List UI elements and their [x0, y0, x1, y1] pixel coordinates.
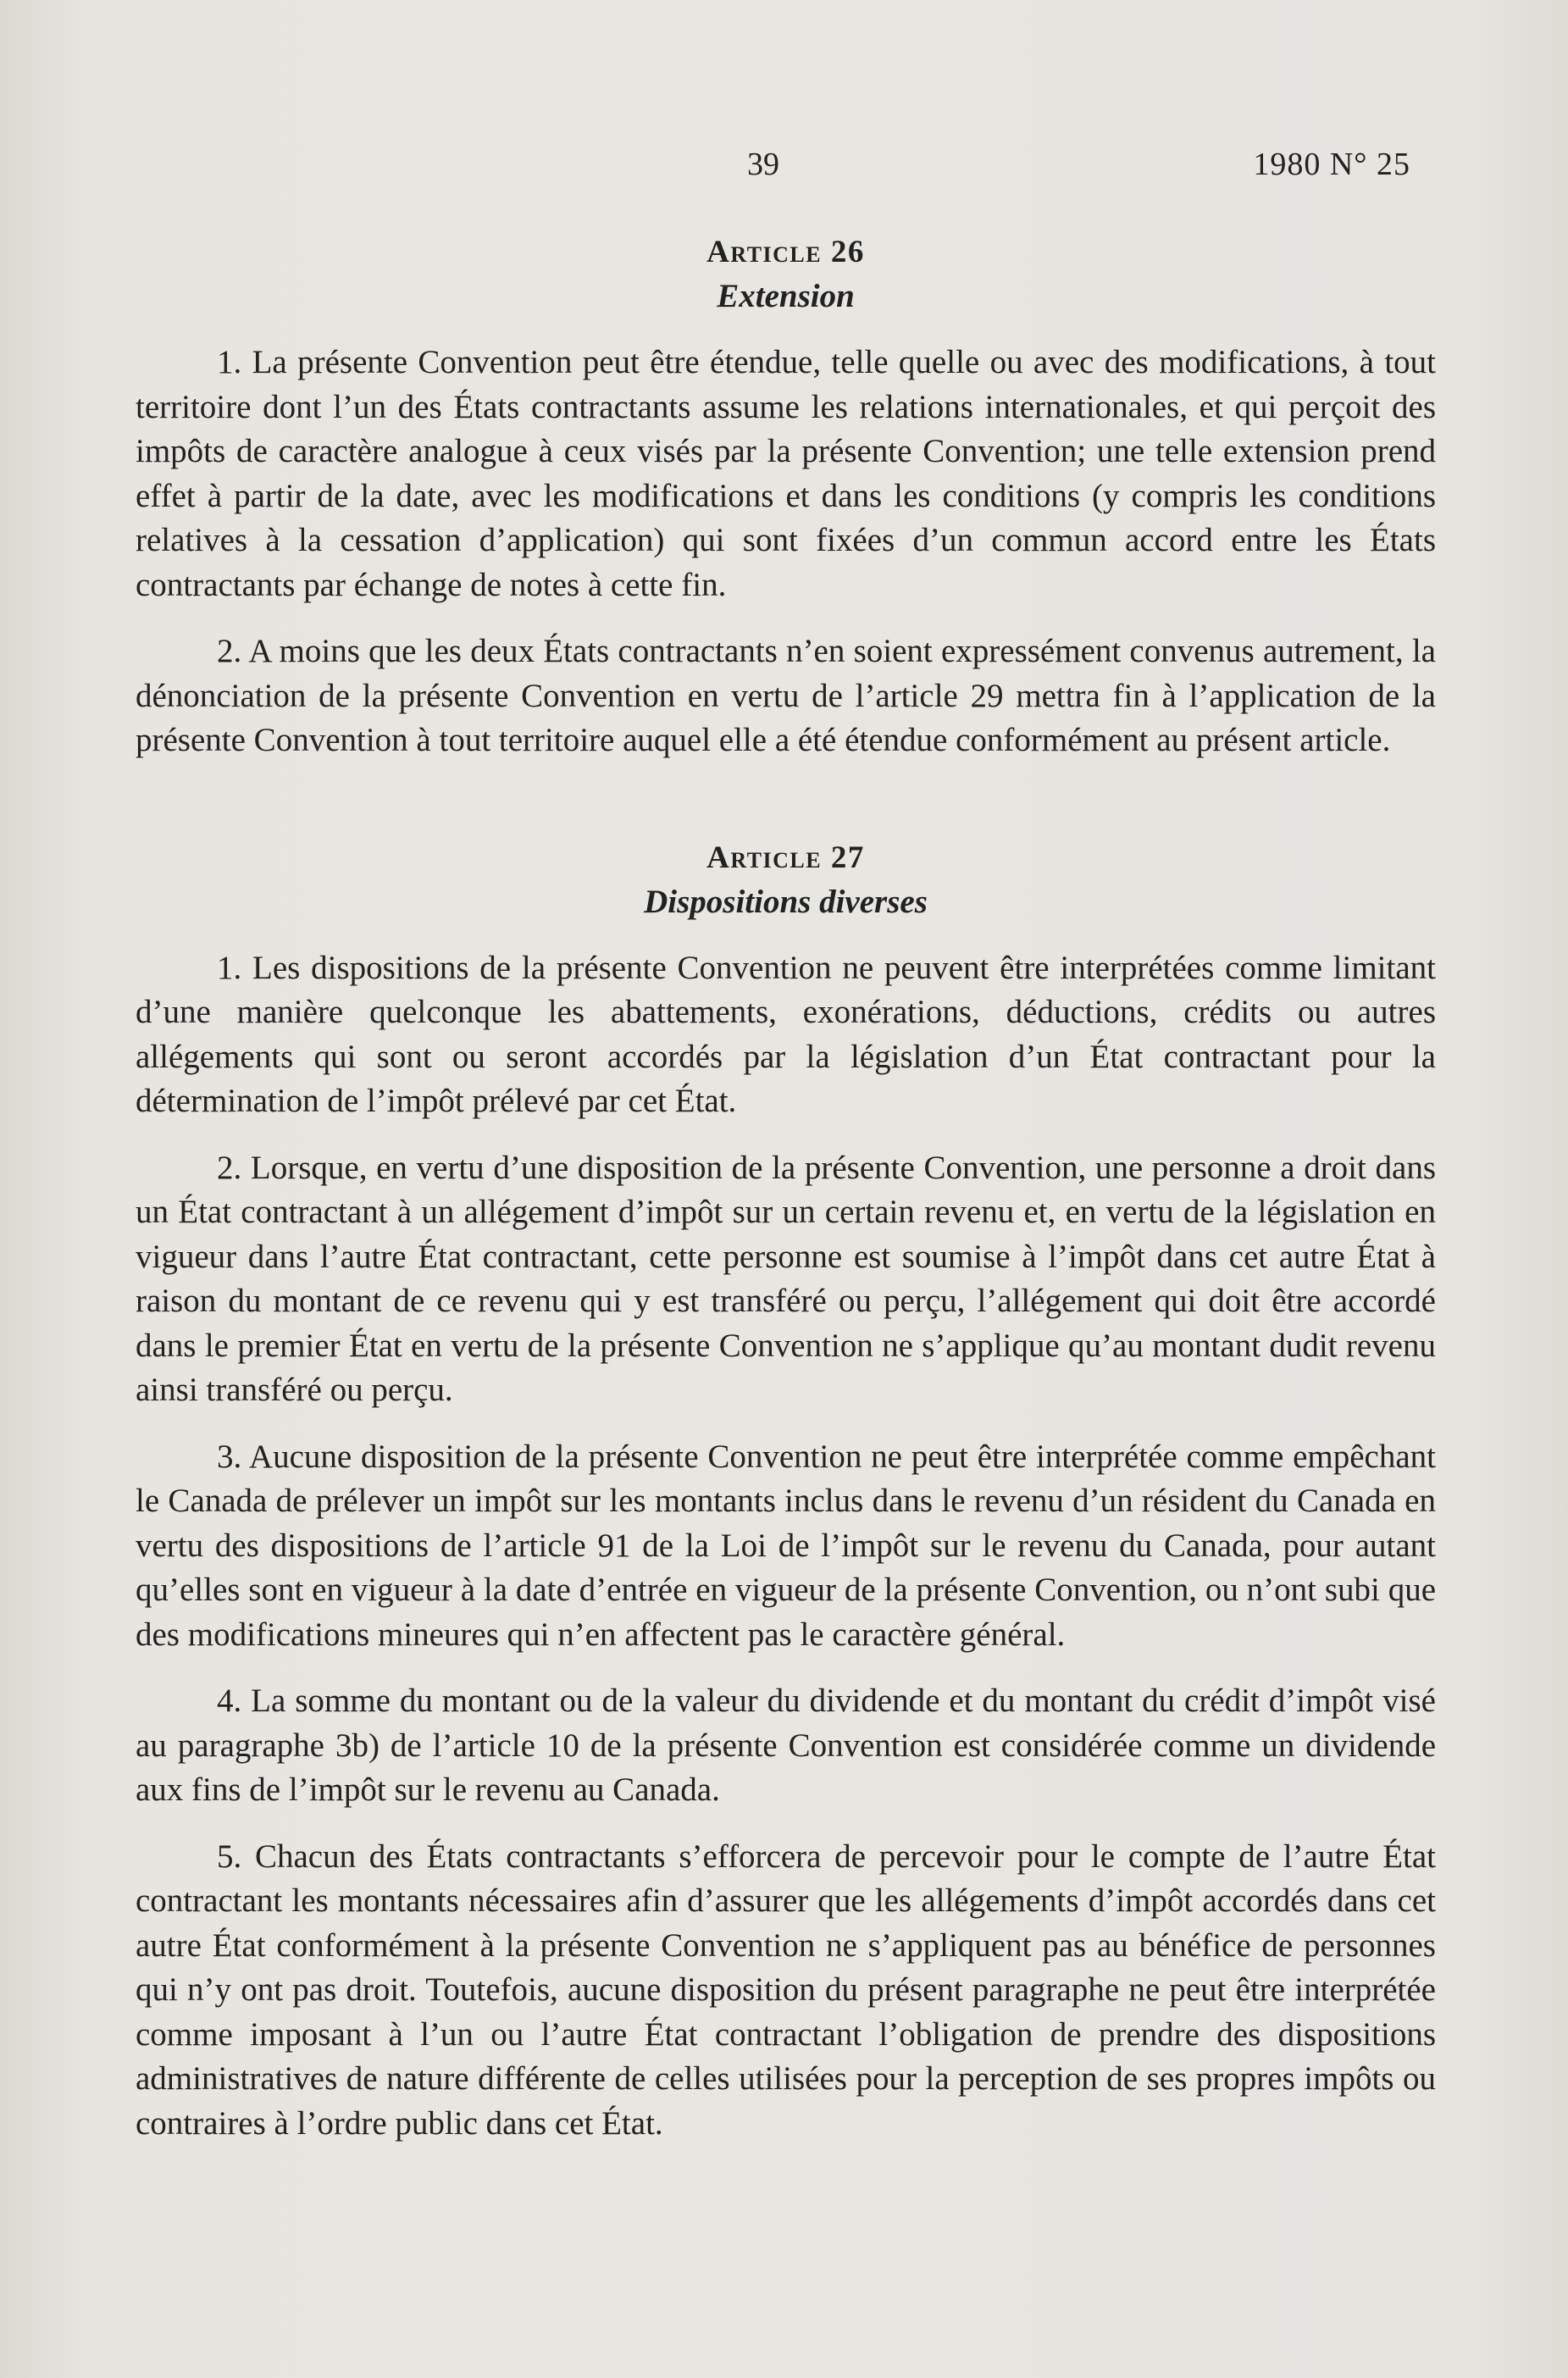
article-heading: Article 26	[706, 235, 865, 269]
paragraph: 4. La somme du montant ou de la valeur du dividende et du montant du crédit d’impôt visé au paragraphe 3b) de l’article 10 de la présente Convention est considérée comme un dividende aux fins de l’impôt sur le revenu au Canada.	[136, 1682, 1436, 1808]
paragraph: 1. Les dispositions de la présente Convention ne peuvent être interprétées comme limitant d’une manière quelconque les abattements, exonérations, déductions, crédits ou autres allégements qui sont ou seront accordés par la législation d’un État contractant pour la détermination de l’impôt prélevé par cet État.	[136, 949, 1436, 1119]
page-number: 39	[747, 147, 779, 182]
paragraph: 3. Aucune disposition de la présente Convention ne peut être interprétée comme empêchant le Canada de prélever un impôt sur les montants inclus dans le revenu d’un résident du Canada en vertu des dispositions de l’article 91 de la Loi de l’impôt sur le revenu du Canada, pour autant qu’elles sont en vigueur à la date d’entrée en vigueur de la présente Convention, ou n’ont subi que des modifications mineures qui n’en affectent pas le caractère général.	[136, 1438, 1436, 1653]
page-content	[136, 230, 1436, 2168]
article-26	[136, 230, 1436, 763]
paragraph: 2. Lorsque, en vertu d’une disposition de la présente Convention, une personne a droit dans un État contractant à un allégement d’impôt sur un certain revenu et, en vertu de la législation en vigueur dans l’autre État contractant, cette personne est soumise à l’impôt dans cet autre État à raison du montant de ce revenu qui y est transféré ou perçu, l’allégement qui doit être accordé dans le premier État en vertu de la présente Convention ne s’applique qu’au montant dudit revenu ainsi transféré ou perçu.	[136, 1149, 1436, 1408]
paragraph: 5. Chacun des États contractants s’efforcera de percevoir pour le compte de l’autre État contractant les montants nécessaires afin d’assurer que les allégements d’impôt accordés dans cet autre État conformément à la présente Convention ne s’appliquent pas au bénéfice de personnes qui n’y ont pas droit. Toutefois, aucune disposition du présent paragraphe ne peut être interprétée comme imposant à l’un ou l’autre État contractant l’obligation de prendre des dispositions administratives de nature différente de celles utilisées pour la perception de ses propres impôts ou contraires à l’ordre public dans cet État.	[136, 1838, 1436, 2142]
document-reference: 1980 N° 25	[1253, 147, 1410, 182]
paragraph: 1. La présente Convention peut être étendue, telle quelle ou avec des modifications, à tout territoire dont l’un des États contractants assume les relations internationales, et qui perçoit des impôts de caractère analogue à ceux visés par la présente Convention; une telle extension prend effet à partir de la date, avec les modifications et dans les conditions (y compris les conditions relatives à la cessation d’application) qui sont fixées d’un commun accord entre les États contractants par échange de notes à cette fin.	[136, 344, 1436, 603]
article-heading: Article 27	[706, 840, 865, 875]
article-27	[136, 836, 1436, 2147]
paragraph: 2. A moins que les deux États contractants n’en soient expressément convenus autrement, la dénonciation de la présente Convention en vertu de l’article 29 mettra fin à l’application de la présente Convention à tout territoire auquel elle a été étendue conformément au présent article.	[136, 633, 1436, 758]
article-title: Extension	[717, 278, 855, 314]
article-title: Dispositions diverses	[644, 883, 928, 920]
page-header	[0, 146, 1568, 197]
